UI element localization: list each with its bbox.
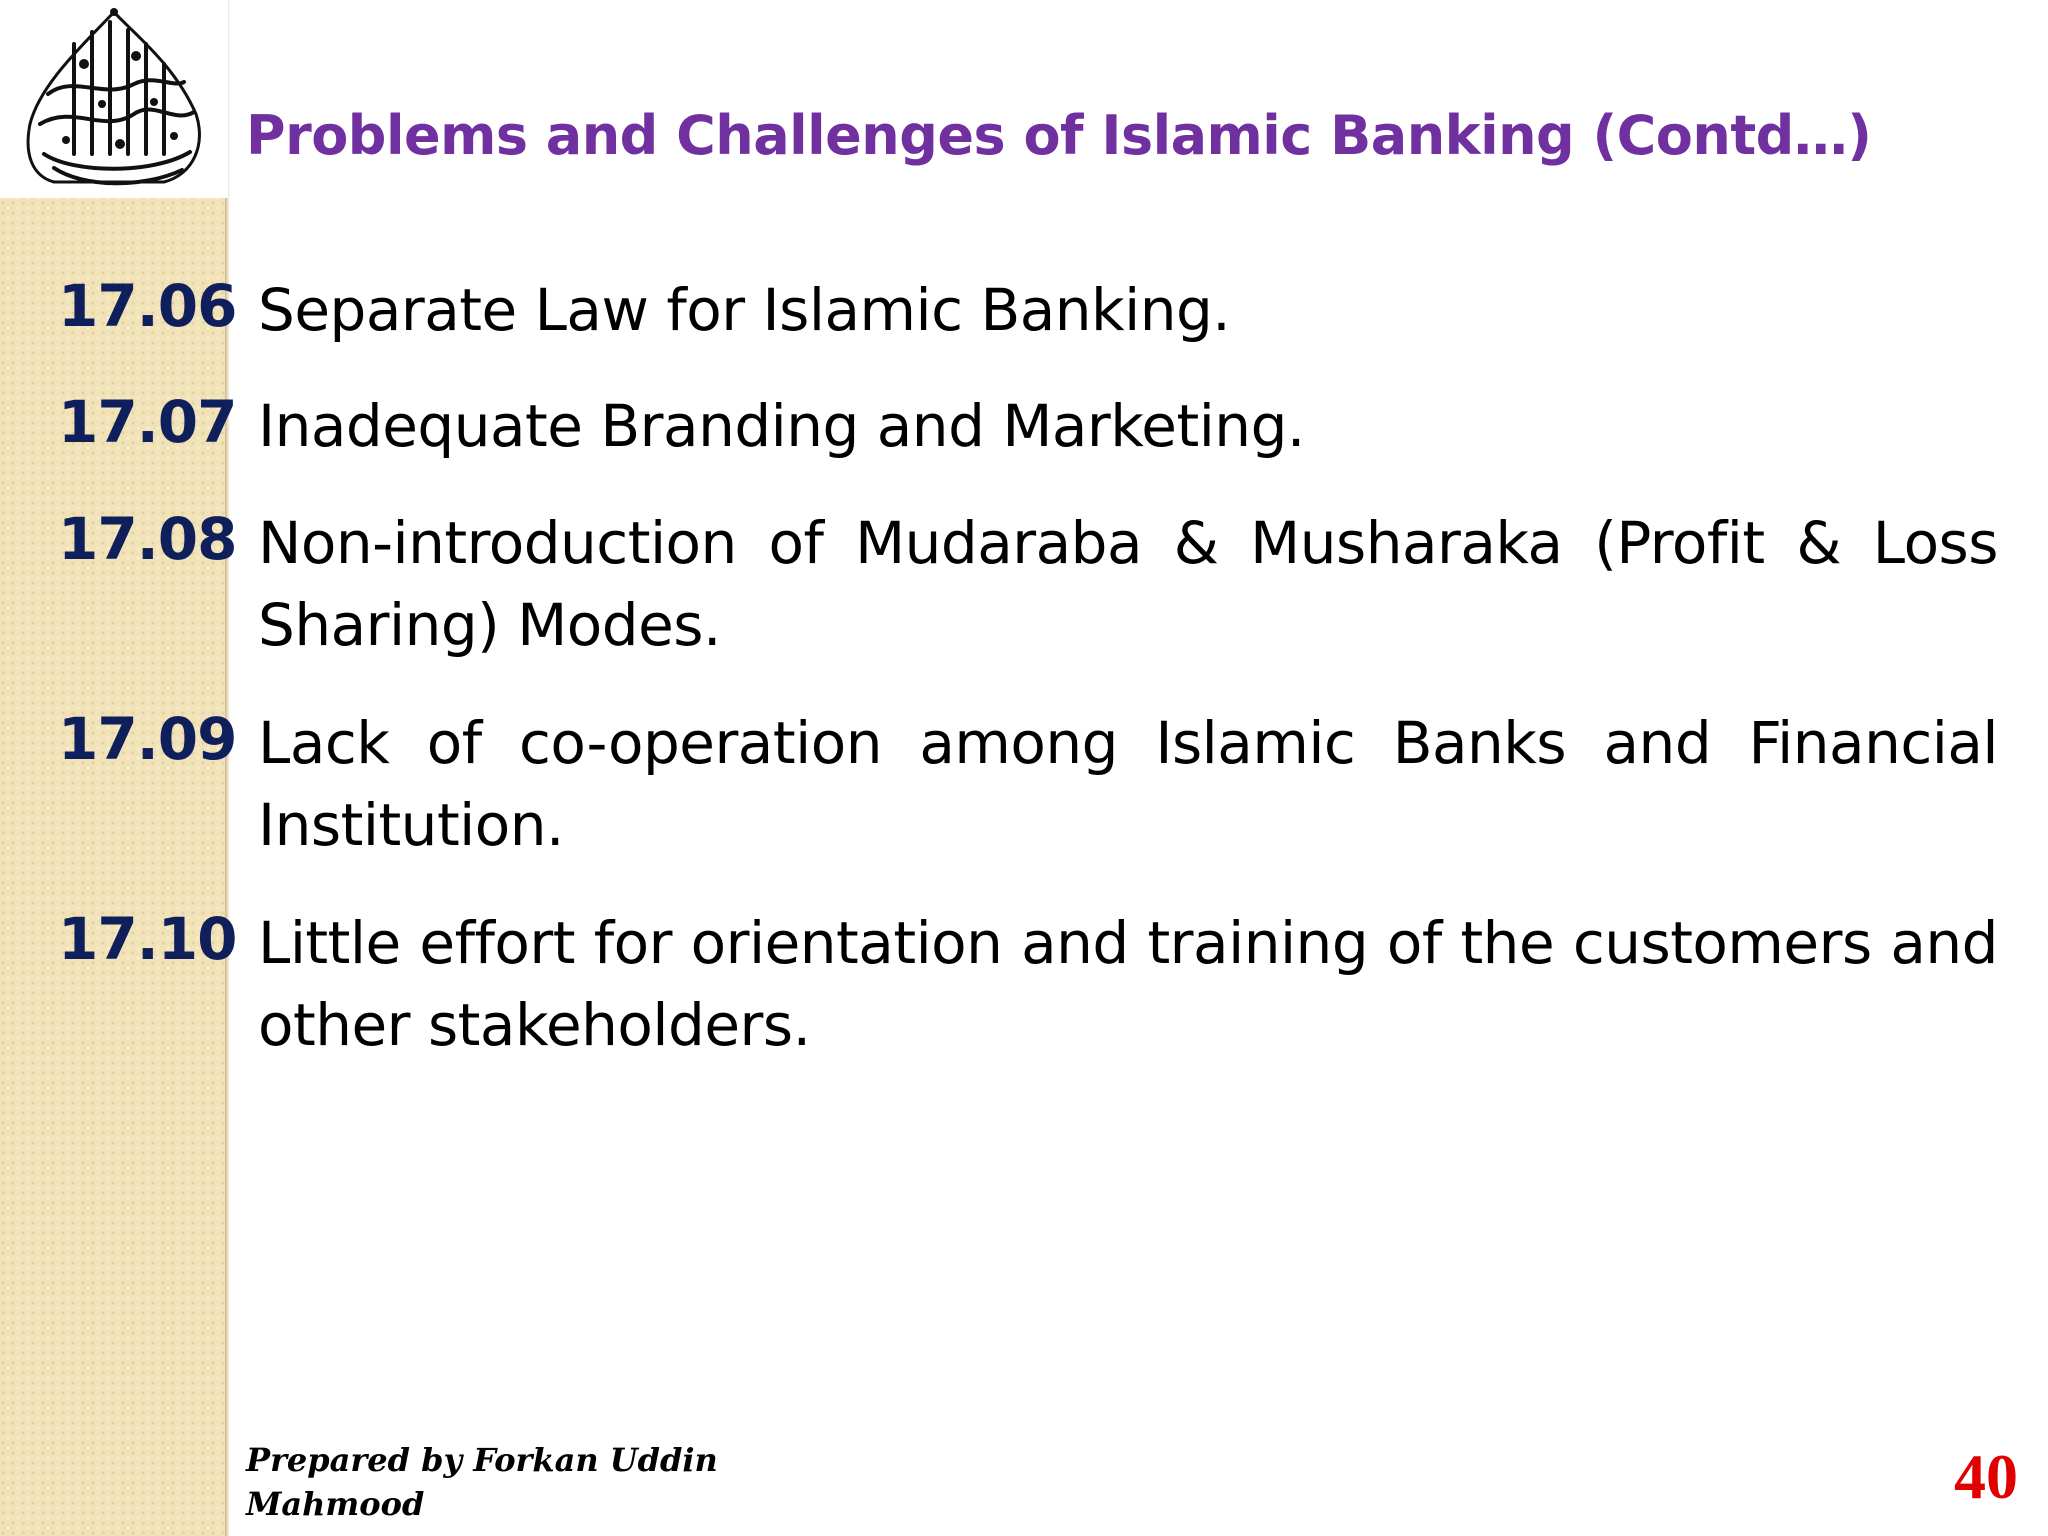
- page-number: 40: [1954, 1441, 2018, 1512]
- item-number: 17.08: [58, 505, 237, 573]
- item-text: Separate Law for Islamic Banking.: [258, 276, 1231, 344]
- slide-title: Problems and Challenges of Islamic Banking (Contd…): [246, 104, 1872, 167]
- bismillah-calligraphy-icon: [14, 4, 214, 194]
- item-number: 17.07: [58, 388, 237, 456]
- logo: [0, 0, 228, 198]
- footer-credit: Prepared by Forkan Uddin Mahmood: [246, 1441, 718, 1523]
- item-text: Lack of co-operation among Islamic Banks and Financial Institution.: [258, 709, 1998, 859]
- item-text: Non-introduction of Mudaraba & Musharaka (Profit & Loss Sharing) Modes.: [258, 509, 1998, 659]
- item-number: 17.09: [58, 705, 237, 773]
- item-text: Inadequate Branding and Marketing.: [258, 392, 1305, 460]
- item-number: 17.06: [58, 272, 237, 340]
- item-number: 17.10: [58, 905, 237, 973]
- item-text: Little effort for orientation and training of the customers and other stakeholders.: [258, 909, 1998, 1059]
